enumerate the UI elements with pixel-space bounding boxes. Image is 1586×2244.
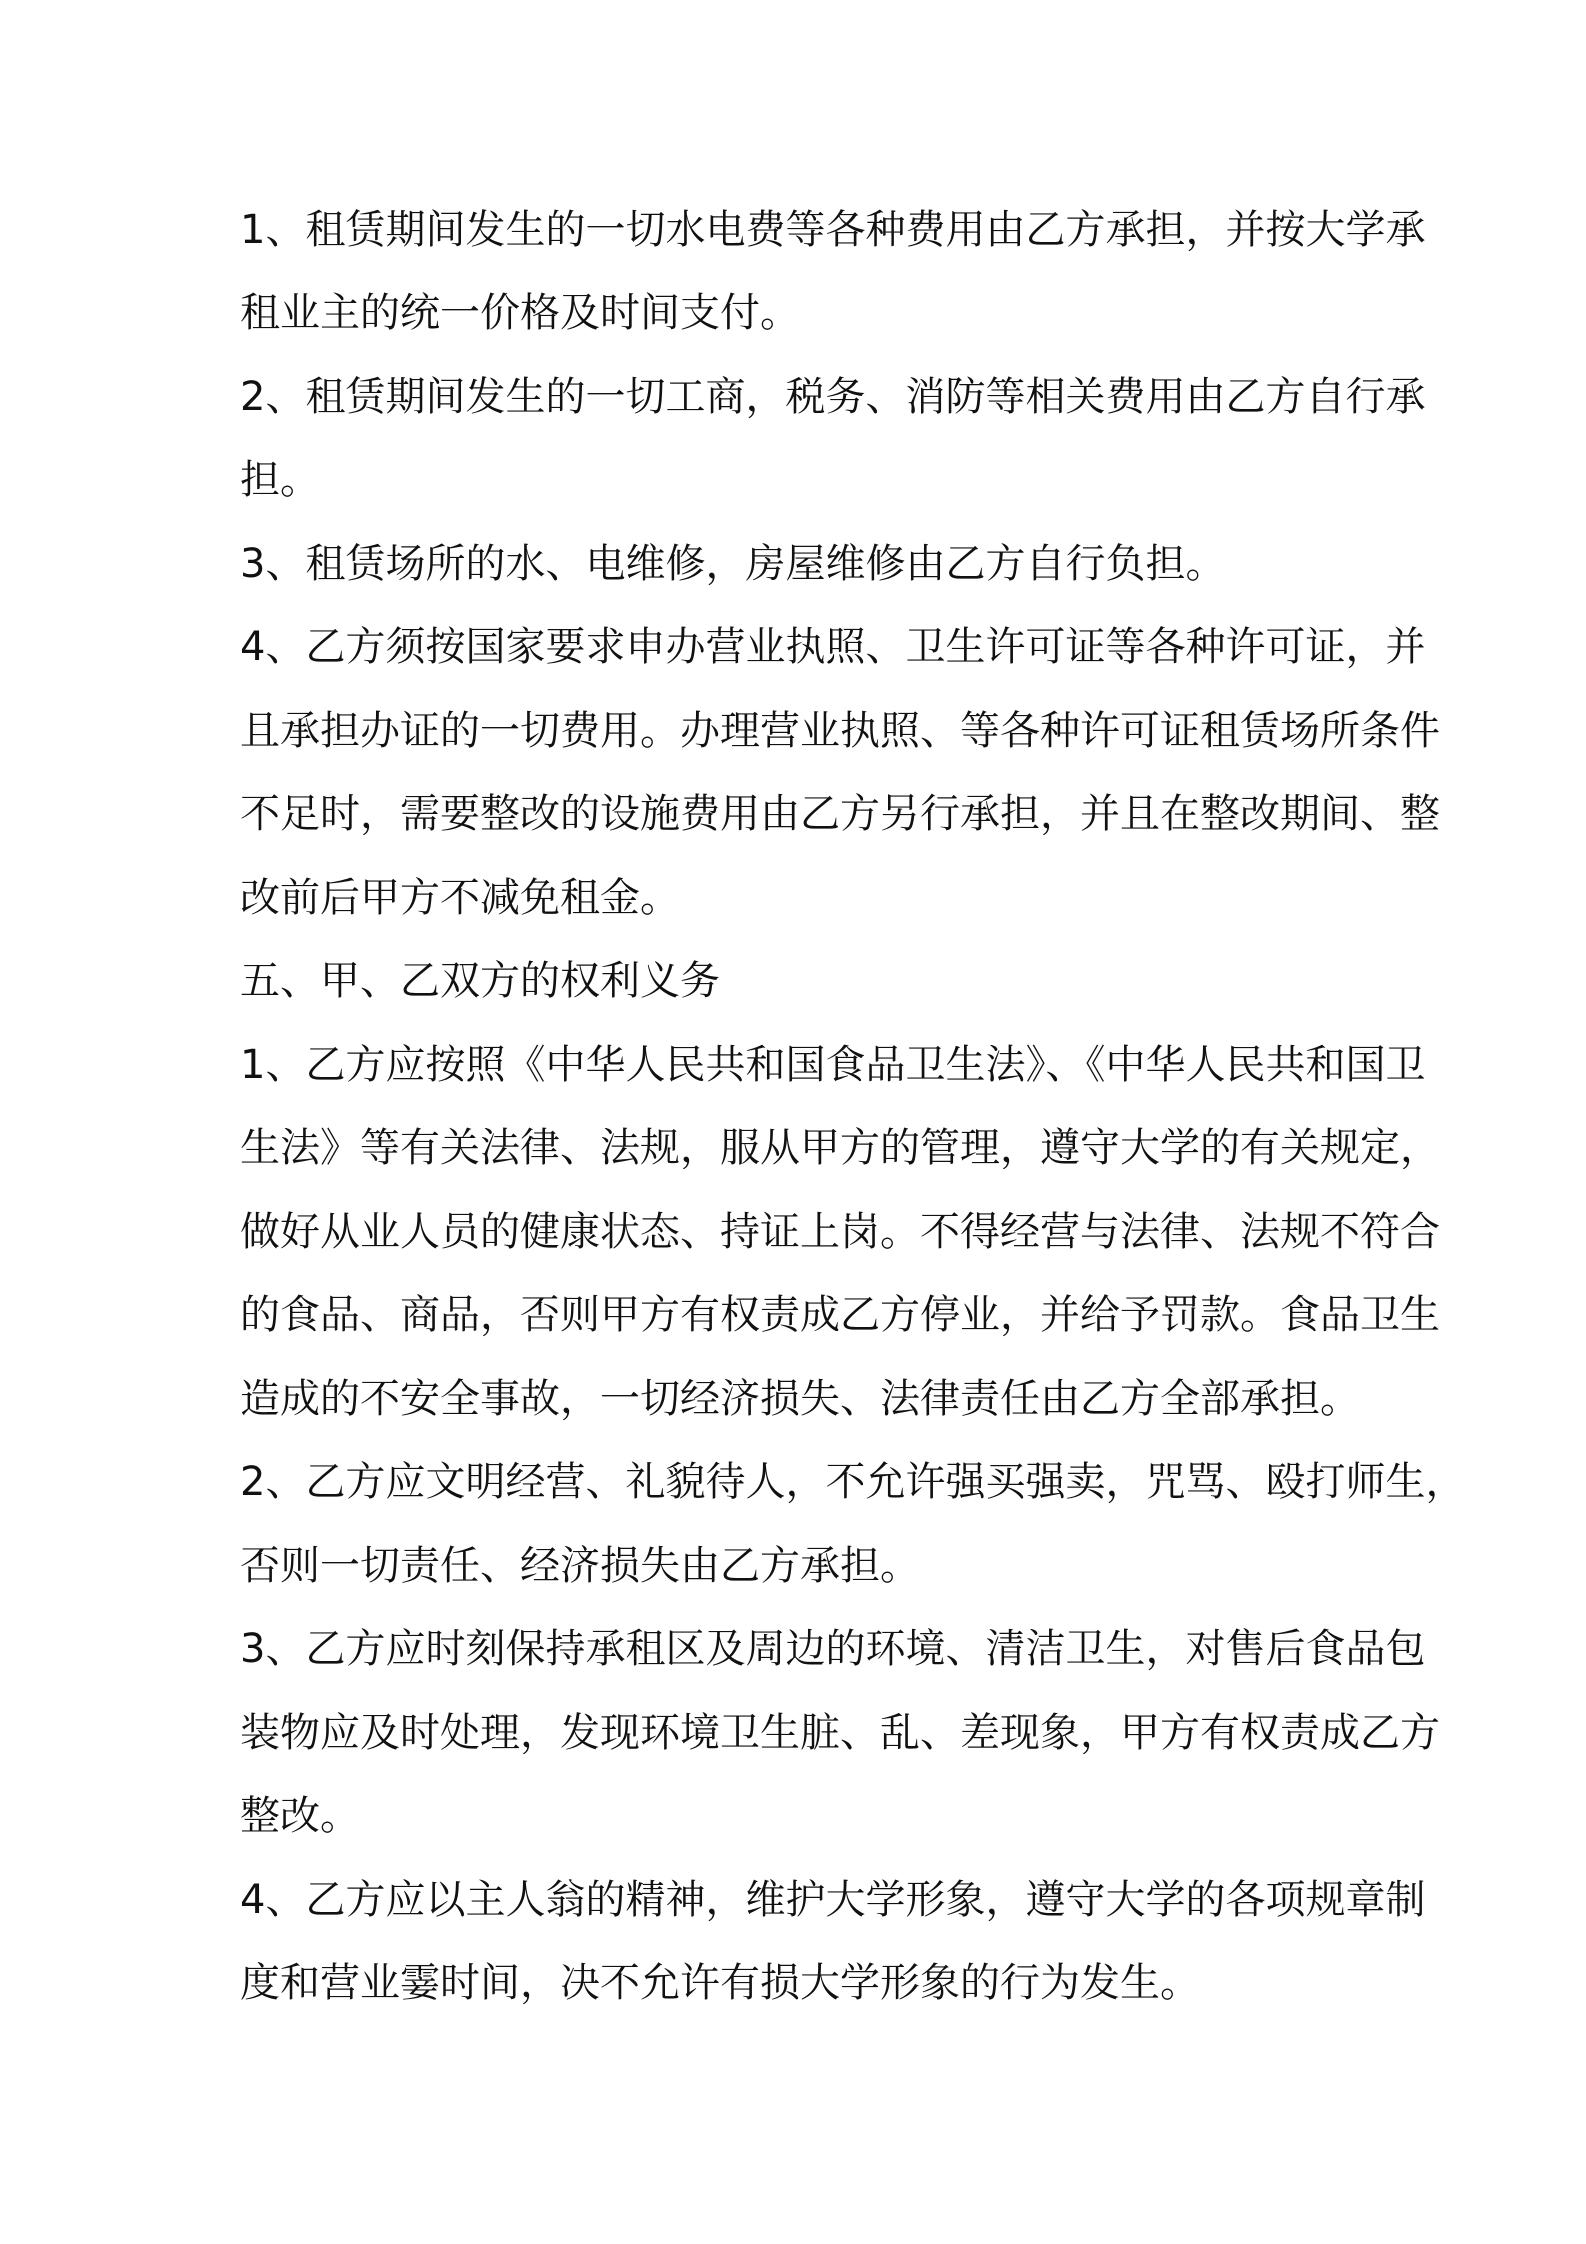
text-line: 造成的不安全事故，一切经济损失、法律责任由乙方全部承担。 [240, 1376, 1360, 1422]
text-line: 改前后甲方不减免租金。 [240, 875, 680, 921]
text-line: 租业主的统一价格及时间支付。 [240, 290, 800, 336]
text-line: 生法》等有关法律、法规，服从甲方的管理，遵守大学的有关规定， [240, 1125, 1440, 1171]
section-heading: 五、甲、乙双方的权利义务 [240, 958, 720, 1004]
text-line: 4、乙方应以主人翁的精神，维护大学形象，遵守大学的各项规章制 [240, 1877, 1426, 1923]
text-line: 2、乙方应文明经营、礼貌待人，不允许强买强卖，咒骂、殴打师生， [240, 1459, 1466, 1505]
text-line: 做好从业人员的健康状态、持证上岗。不得经营与法律、法规不符合 [240, 1209, 1440, 1255]
text-line: 1、乙方应按照《中华人民共和国食品卫生法》、《中华人民共和国卫 [240, 1042, 1426, 1088]
text-line: 担。 [240, 457, 320, 503]
text-line: 2、租赁期间发生的一切工商，税务、消防等相关费用由乙方自行承 [240, 374, 1426, 420]
text-line: 3、乙方应时刻保持承租区及周边的环境、清洁卫生，对售后食品包 [240, 1626, 1426, 1672]
text-line: 度和营业霎时间，决不允许有损大学形象的行为发生。 [240, 1960, 1200, 2006]
text-line: 整改。 [240, 1793, 360, 1839]
text-line: 且承担办证的一切费用。办理营业执照、等各种许可证租赁场所条件 [240, 708, 1440, 754]
text-line: 4、乙方须按国家要求申办营业执照、卫生许可证等各种许可证，并 [240, 624, 1426, 670]
text-line: 否则一切责任、经济损失由乙方承担。 [240, 1543, 920, 1589]
text-line: 的食品、商品，否则甲方有权责成乙方停业，并给予罚款。食品卫生 [240, 1292, 1440, 1338]
text-line: 1、租赁期间发生的一切水电费等各种费用由乙方承担，并按大学承 [240, 207, 1426, 253]
text-line: 不足时，需要整改的设施费用由乙方另行承担，并且在整改期间、整 [240, 791, 1440, 837]
text-line: 装物应及时处理，发现环境卫生脏、乱、差现象，甲方有权责成乙方 [240, 1710, 1440, 1756]
text-line: 3、租赁场所的水、电维修，房屋维修由乙方自行负担。 [240, 541, 1226, 587]
